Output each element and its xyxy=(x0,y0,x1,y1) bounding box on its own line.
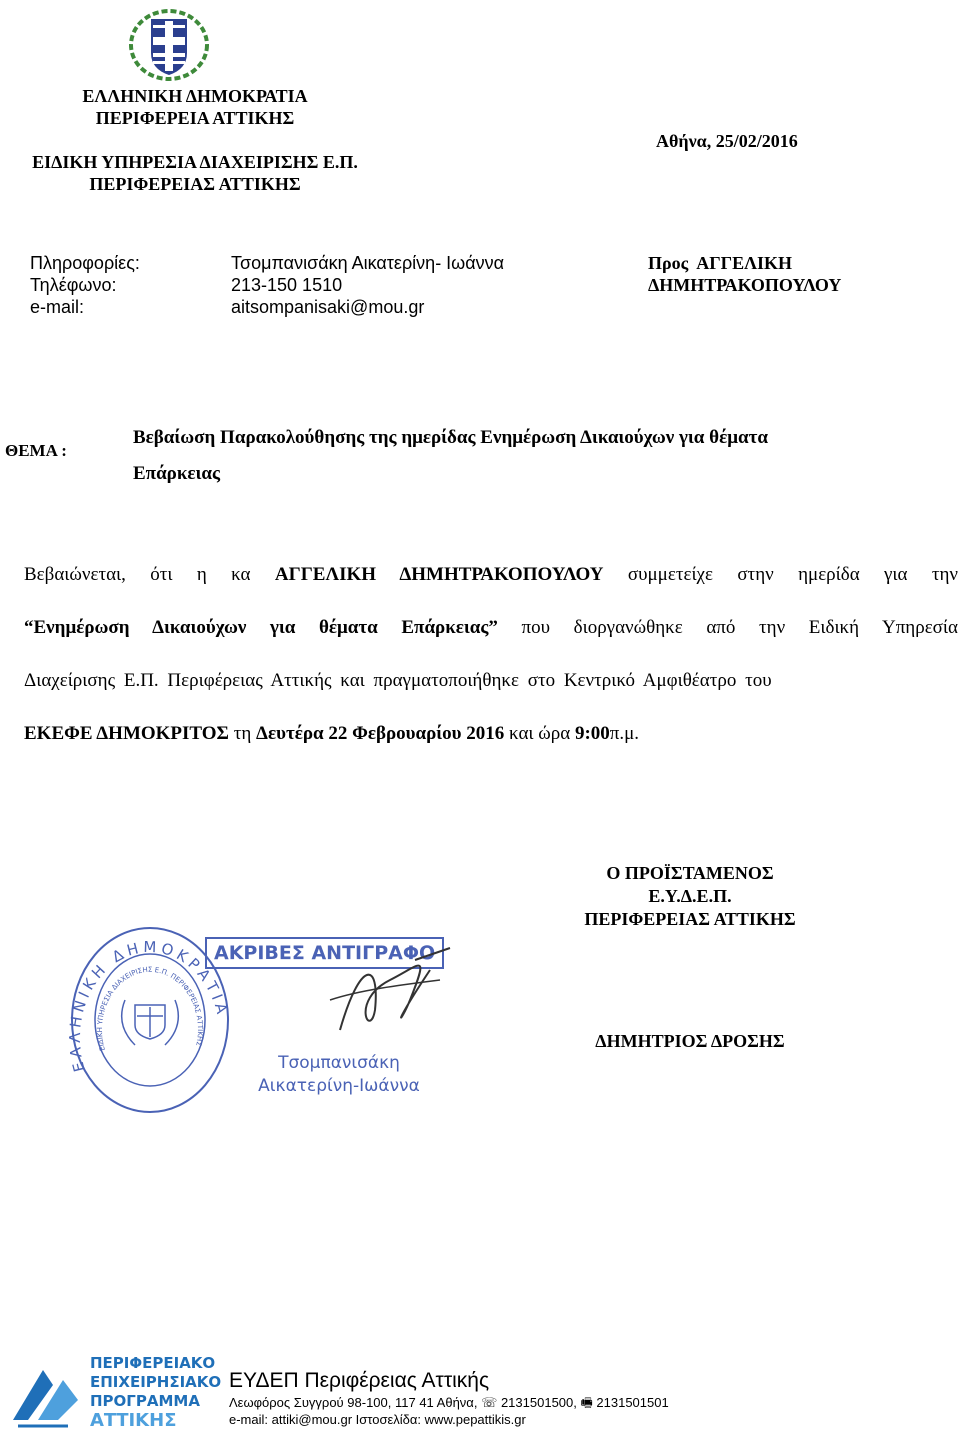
logo-line1: ΠΕΡΙΦΕΡΕΙΑΚΟ xyxy=(90,1354,216,1372)
footer-web-label: Ιστοσελίδα: xyxy=(355,1412,422,1427)
region-name: ΠΕΡΙΦΕΡΕΙΑ ΑΤΤΙΚΗΣ xyxy=(95,108,295,128)
phone-label: Τηλέφωνο: xyxy=(30,275,117,295)
seal-ring-outer: ΕΛΛΗΝΙΚΗ ΔΗΜΟΚΡΑΤΙΑ xyxy=(65,937,232,1074)
body-line2 xyxy=(24,617,958,639)
event-title: “Ενημέρωση Δικαιούχων για θέματα Επάρκειας” xyxy=(24,617,498,638)
pep-attikis-logo xyxy=(8,1354,222,1432)
greek-emblem-icon xyxy=(125,5,213,83)
subject-text xyxy=(133,420,768,492)
service-line2: ΠΕΡΙΦΕΡΕΙΑΣ ΑΤΤΙΚΗΣ xyxy=(89,174,301,194)
signer-stamp xyxy=(254,1052,424,1098)
body-line4 xyxy=(24,723,958,745)
event-date: Δευτέρα 22 Φεβρουαρίου 2016 xyxy=(256,723,505,744)
footer-fax: 2131501501 xyxy=(596,1395,669,1410)
country-name: ΕΛΛΗΝΙΚΗ ΔΗΜΟΚΡΑΤΙΑ xyxy=(82,86,308,106)
body-text: τη xyxy=(233,723,252,744)
footer-phone: 2131501500, xyxy=(500,1395,577,1410)
footer-org: ΕΥΔΕΠ Περιφέρειας Αττικής xyxy=(229,1369,490,1392)
signature-title2: Ε.Υ.Δ.Ε.Π. xyxy=(648,886,732,906)
place-date: Αθήνα, 25/02/2016 xyxy=(656,131,798,151)
handwritten-signature xyxy=(320,940,460,1050)
logo-icon xyxy=(8,1360,88,1432)
phone-icon: ☏ xyxy=(481,1395,498,1410)
info-value: Τσομπανισάκη Αικατερίνη- Ιωάννα xyxy=(231,253,505,273)
service-line1: ΕΙΔΙΚΗ ΥΠΗΡΕΣΙΑ ΔΙΑΧΕΙΡΙΣΗΣ Ε.Π. xyxy=(32,152,358,172)
logo-line2: ΕΠΙΧΕΙΡΗΣΙΑΚΟ xyxy=(90,1373,222,1391)
body-text: π.μ. xyxy=(609,723,640,744)
footer-address: Λεωφόρος Συγγρού 98-100, 117 41 Αθήνα, xyxy=(229,1395,478,1410)
logo-line4: ΑΤΤΙΚΗΣ xyxy=(90,1410,177,1431)
signature-title1: Ο ΠΡΟΪΣΤΑΜΕΝΟΣ xyxy=(606,863,774,883)
fax-icon: 🖷 xyxy=(580,1395,593,1410)
header-left xyxy=(30,85,360,195)
phone-value: 213-150 1510 xyxy=(231,275,343,295)
footer-email: attiki@mou.gr xyxy=(271,1412,353,1427)
signatory-name: ΔΗΜΗΤΡΙΟΣ ΔΡΟΣΗΣ xyxy=(595,1031,785,1051)
logo-line3: ΠΡΟΓΡΑΜΜΑ xyxy=(90,1392,200,1410)
body-line3: Διαχείρισης Ε.Π. Περιφέρειας Αττικής και πραγματοποιήθηκε στο Κεντρικό Αμφιθέατρο του xyxy=(24,670,772,691)
attendee-name: ΑΓΓΕΛΙΚΗ ΔΗΜΗΤΡΑΚΟΠΟΥΛΟΥ xyxy=(274,564,604,585)
signer-line2: Αικατερίνη-Ιωάννα xyxy=(258,1076,420,1096)
event-time: 9:00 xyxy=(574,723,610,744)
venue: ΕΚΕΦΕ ΔΗΜΟΚΡΙΤΟΣ xyxy=(24,723,229,744)
subject-label: ΘΕΜΑ : xyxy=(5,441,67,460)
recipient-line2: ΔΗΜΗΤΡΑΚΟΠΟΥΛΟΥ xyxy=(648,275,842,295)
info-label: Πληροφορίες: xyxy=(30,253,140,273)
subject-line1: Βεβαίωση Παρακολούθησης της ημερίδας Ενημέρωση Δικαιούχων για θέματα xyxy=(133,427,768,448)
body-text: Βεβαιώνεται, ότι η κα xyxy=(24,564,251,585)
body-text: συμμετείχε στην ημερίδα για την xyxy=(627,564,959,585)
body-line1 xyxy=(24,564,958,586)
signature-title xyxy=(520,862,860,931)
email-label: e-mail: xyxy=(30,297,85,317)
footer-email-label: e-mail: xyxy=(229,1412,269,1427)
email-value: aitsompanisaki@mou.gr xyxy=(231,297,425,317)
footer-web: www.pepattikis.gr xyxy=(424,1412,526,1427)
contact-block xyxy=(30,252,590,318)
footer-info xyxy=(229,1368,669,1428)
body-text: που διοργανώθηκε από την Ειδική Υπηρεσία xyxy=(521,617,958,638)
certified-copy-stamp: ΑΚΡΙΒΕΣ ΑΝΤΙΓΡΑΦΟ xyxy=(205,937,444,969)
recipient-block xyxy=(648,252,841,296)
subject-line2: Επάρκειας xyxy=(133,463,221,484)
body-text: και ώρα xyxy=(509,723,571,744)
recipient-line1: Προς ΑΓΓΕΛΙΚΗ xyxy=(648,253,793,273)
signature-title3: ΠΕΡΙΦΕΡΕΙΑΣ ΑΤΤΙΚΗΣ xyxy=(584,909,796,929)
seal-ring-inner: ΕΙΔΙΚΗ ΥΠΗΡΕΣΙΑ ΔΙΑΧΕΙΡΙΣΗΣ Ε.Π. ΠΕΡΙΦΕΡΕΙΑΣ ΑΤΤΙΚΗΣ xyxy=(95,965,205,1052)
signer-line1: Τσομπανισάκη xyxy=(278,1053,400,1073)
